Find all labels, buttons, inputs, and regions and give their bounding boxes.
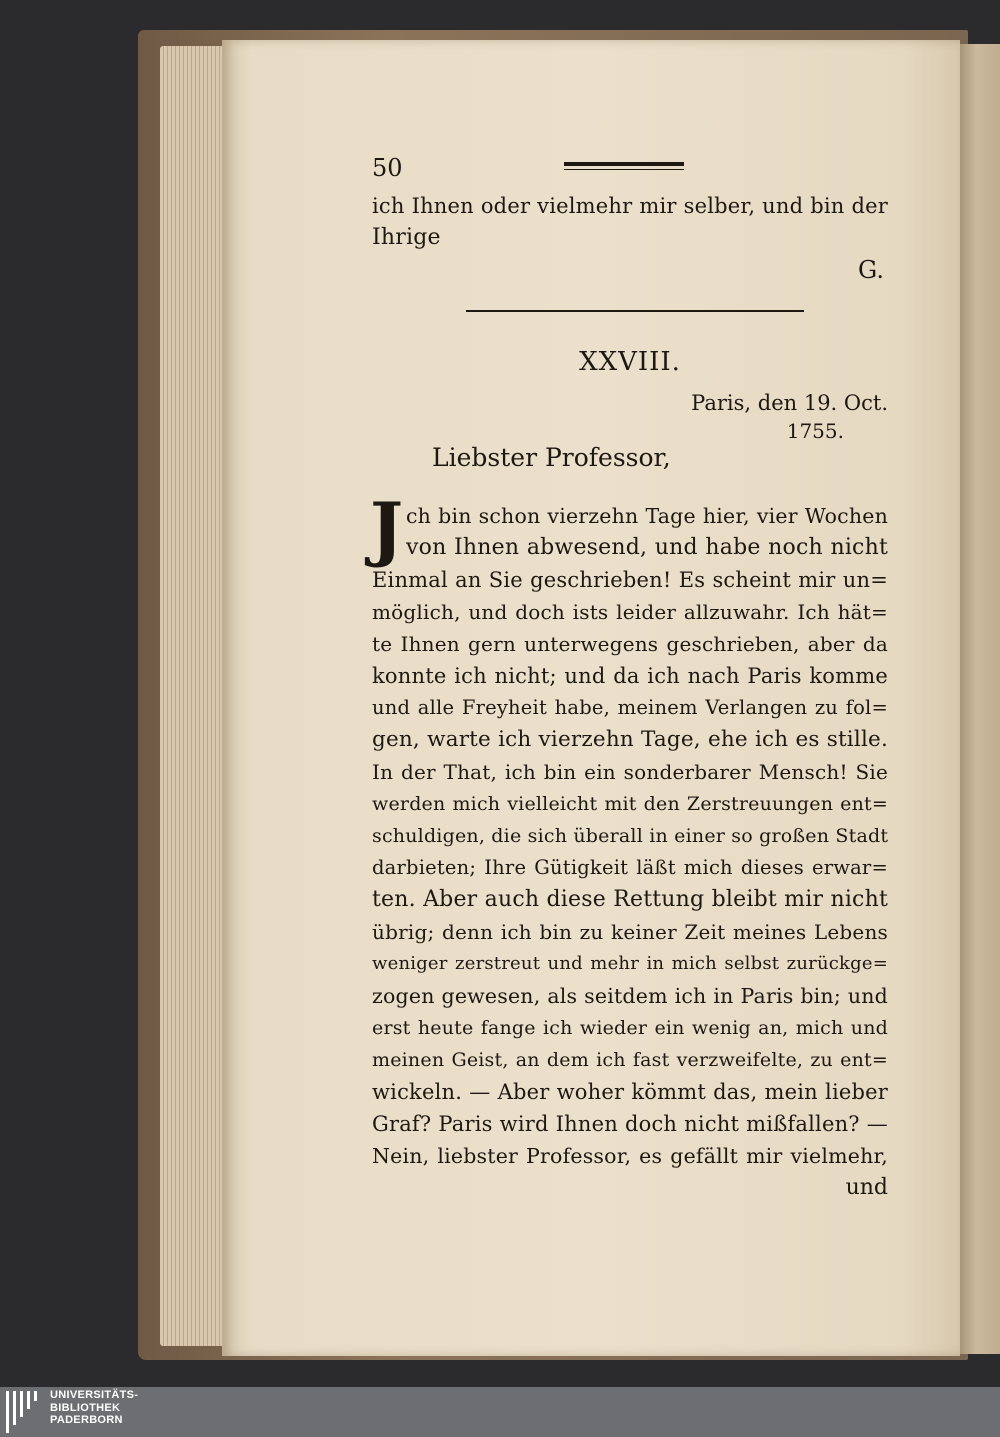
library-name-line: PADERBORN [50, 1414, 123, 1426]
letter-number: XXVIII. [579, 347, 681, 377]
text-line: gen, warte ich vierzehn Tage, ehe ich es stille. [372, 727, 888, 752]
text-line: zogen gewesen, als seitdem ich in Paris bin; und [372, 984, 888, 1008]
text-line: meinen Geist, an dem ich fast verzweifelte, zu ent= [372, 1049, 888, 1071]
library-logo-icon [6, 1391, 46, 1433]
text-line: wickeln. — Aber woher kömmt das, mein lieber [372, 1080, 888, 1104]
library-name [50, 1389, 138, 1427]
signature: G. [858, 256, 884, 284]
drop-initial: J [370, 487, 404, 570]
text-line: Ihrige [372, 225, 441, 250]
library-name-line: UNIVERSITÄTS- [50, 1389, 139, 1401]
letter-body [370, 487, 889, 1204]
page-text [372, 150, 888, 1204]
text-line: schuldigen, die sich überall in einer so großen Stadt [372, 825, 889, 847]
opening-lines [370, 487, 888, 570]
letter-year: 1755. [786, 419, 844, 443]
section-rule [466, 310, 804, 312]
text-line: Graf? Paris wird Ihnen doch nicht mißfallen? — [372, 1112, 888, 1136]
text-line: Nein, liebster Professor, es gefällt mir vielmehr, [372, 1144, 888, 1168]
facing-page-edge [960, 44, 1000, 1354]
text-line: ch bin schon vierzehn Tage hier, vier Wochen [406, 504, 888, 528]
header-rule [564, 162, 684, 170]
text-line: möglich, und doch ists leider allzuwahr. Ich hät= [372, 600, 888, 624]
text-line: werden mich vielleicht mit den Zerstreuungen ent= [372, 793, 888, 815]
text-line: ten. Aber auch diese Rettung bleibt mir nicht [372, 887, 888, 912]
salutation: Liebster Professor, [432, 443, 671, 472]
letter-date: Paris, den 19. Oct. [691, 391, 888, 415]
text-line: weniger zerstreut und mehr in mich selbst zurückge= [372, 953, 888, 974]
page-header [372, 150, 888, 190]
text-line: te Ihnen gern unterwegens geschrieben, aber da [372, 632, 888, 656]
text-line: übrig; denn ich bin zu keiner Zeit meines Lebens [372, 920, 888, 944]
text-line: darbieten; Ihre Gütigkeit läßt mich dieses erwar= [372, 856, 888, 879]
text-line: Einmal an Sie geschrieben! Es scheint mir un= [372, 568, 888, 592]
text-line: erst heute fange ich wieder ein wenig an, mich und [372, 1017, 888, 1039]
page-number: 50 [372, 154, 403, 182]
text-line: konnte ich nicht; und da ich nach Paris komme [372, 664, 888, 688]
text-line: von Ihnen abwesend, und habe noch nicht [406, 535, 888, 560]
catchword: und [845, 1175, 888, 1200]
text-line: ich Ihnen oder vielmehr mir selber, und bin der [372, 194, 888, 218]
library-footer-bar [0, 1387, 1000, 1437]
text-line: In der That, ich bin ein sonderbarer Mensch! Sie [372, 760, 888, 784]
text-line: und alle Freyheit habe, meinem Verlangen zu fol= [372, 696, 888, 719]
library-name-line: BIBLIOTHEK [50, 1401, 121, 1414]
